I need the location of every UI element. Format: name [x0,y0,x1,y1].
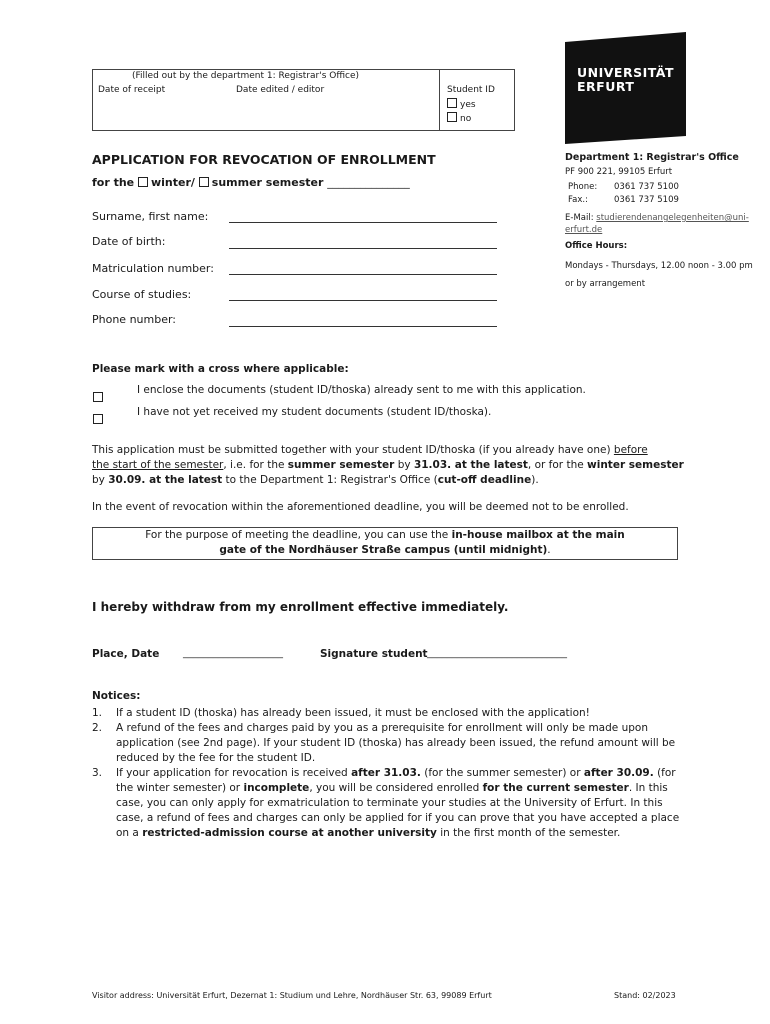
deadline-paragraph: This application must be submitted together with your student ID/thoska (if you already have one) before the start of the semester, i.e. for the summer semester by 31.03. at the latest, or for the winter semester by 30.09. at the latest to the Department 1: Registrar's Office (cut-off deadline). [92,444,684,486]
contact-phone: 0361 737 5100 [614,182,679,192]
notice-item: 2. A refund of the fees and charges paid by you as a prerequisite for enrollment will only be made upon application (see 2nd page). If your student ID (thoska) has already been issued, the refund amount will be reduced by the fee for the student ID. [92,722,676,764]
notice-item: 1. If a student ID (thoska) has already been issued, it must be enclosed with the application! [92,707,590,719]
contact-department: Department 1: Registrar's Office [565,152,739,163]
mark-heading: Please mark with a cross where applicable: [92,363,349,375]
place-date-label: Place, Date [92,648,160,660]
checkbox-icon[interactable] [93,414,103,424]
contact-fax-label: Fax.: [568,195,588,205]
date-of-receipt-label: Date of receipt [98,85,166,95]
field-label-course: Course of studies: [92,288,192,301]
field-label-dob: Date of birth: [92,235,166,248]
office-filled-note: (Filled out by the department 1: Registrar's Office) [132,71,360,81]
notices-list [92,706,682,841]
revocation-paragraph: In the event of revocation within the aforementioned deadline, you will be deemed not to be enrolled. [92,501,629,513]
page-title: APPLICATION FOR REVOCATION OF ENROLLMENT [92,152,436,167]
date-edited-label: Date edited / editor [236,85,325,95]
student-id-no[interactable]: no [447,112,471,124]
field-input-name[interactable] [229,222,497,223]
option2-checkbox[interactable] [93,408,106,427]
summer-checkbox[interactable] [199,177,209,187]
email-link-cont[interactable]: erfurt.de [565,225,603,235]
notice-item: 3. If your application for revocation is received after 31.03. (for the summer semester) or after 30.09. (for the winter semester) or incomplete, you will be considered enrolled for the current semester. In this case, you can only apply for exmatriculation to terminate your studies at the University of Erfurt. In this case, a refund of fees and charges can only be applied for if you can prove that you have accepted a place on a restricted-admission course at another university in the first month of the semester. [92,767,680,839]
option1-checkbox[interactable] [93,386,106,405]
student-id-label: Student ID [447,85,495,95]
contact-phone-label: Phone: [568,182,598,192]
contact-address: PF 900 221, 99105 Erfurt [565,167,673,177]
winter-checkbox[interactable] [138,177,148,187]
mailbox-note: For the purpose of meeting the deadline, you can use the in-house mailbox at the main gate of the Nordhäuser Straße campus (until midnight). [145,529,625,556]
field-label-name: Surname, first name: [92,210,209,223]
notices-heading: Notices: [92,690,141,702]
option2-label: I have not yet received my student documents (student ID/thoska). [137,406,492,418]
semester-year-field[interactable]: _______________ [327,176,410,189]
field-label-matriculation: Matriculation number: [92,262,214,275]
withdraw-statement: I hereby withdraw from my enrollment effective immediately. [92,600,509,614]
semester-line: for the winter/ summer semester _______________ [92,176,410,189]
logo-line-2: ERFURT [577,79,635,94]
office-box-divider [439,69,440,130]
office-hours-title: Office Hours: [565,241,628,251]
email-link[interactable]: studierendenangelegenheiten@uni- [596,213,749,223]
contact-fax: 0361 737 5109 [614,195,679,205]
checkbox-icon[interactable] [447,98,457,108]
checkbox-icon[interactable] [93,392,103,402]
option1-label: I enclose the documents (student ID/thoska) already sent to me with this application. [137,384,586,396]
student-id-yes[interactable]: yes [447,98,476,110]
logo-line-1: UNIVERSITÄT [577,65,675,80]
field-input-phone[interactable] [229,326,497,327]
footer-stand: Stand: 02/2023 [614,991,676,1000]
footer-visitor-address: Visitor address: Universität Erfurt, Dezernat 1: Studium und Lehre, Nordhäuser Str. 63, 99089 Erfurt [92,991,492,1000]
office-hours-arrangement: or by arrangement [565,279,646,289]
signature-label: Signature student [320,648,428,660]
office-hours: Mondays - Thursdays, 12.00 noon - 3.00 pm [565,261,753,271]
field-label-phone: Phone number: [92,313,177,326]
signature-field[interactable]: ____________________________ [427,648,567,659]
field-input-course[interactable] [229,300,497,301]
place-date-field[interactable]: ____________________ [183,648,283,659]
field-input-dob[interactable] [229,248,497,249]
checkbox-icon[interactable] [447,112,457,122]
field-input-matriculation[interactable] [229,274,497,275]
contact-email: E-Mail: studierendenangelegenheiten@uni- erfurt.de [565,213,749,235]
